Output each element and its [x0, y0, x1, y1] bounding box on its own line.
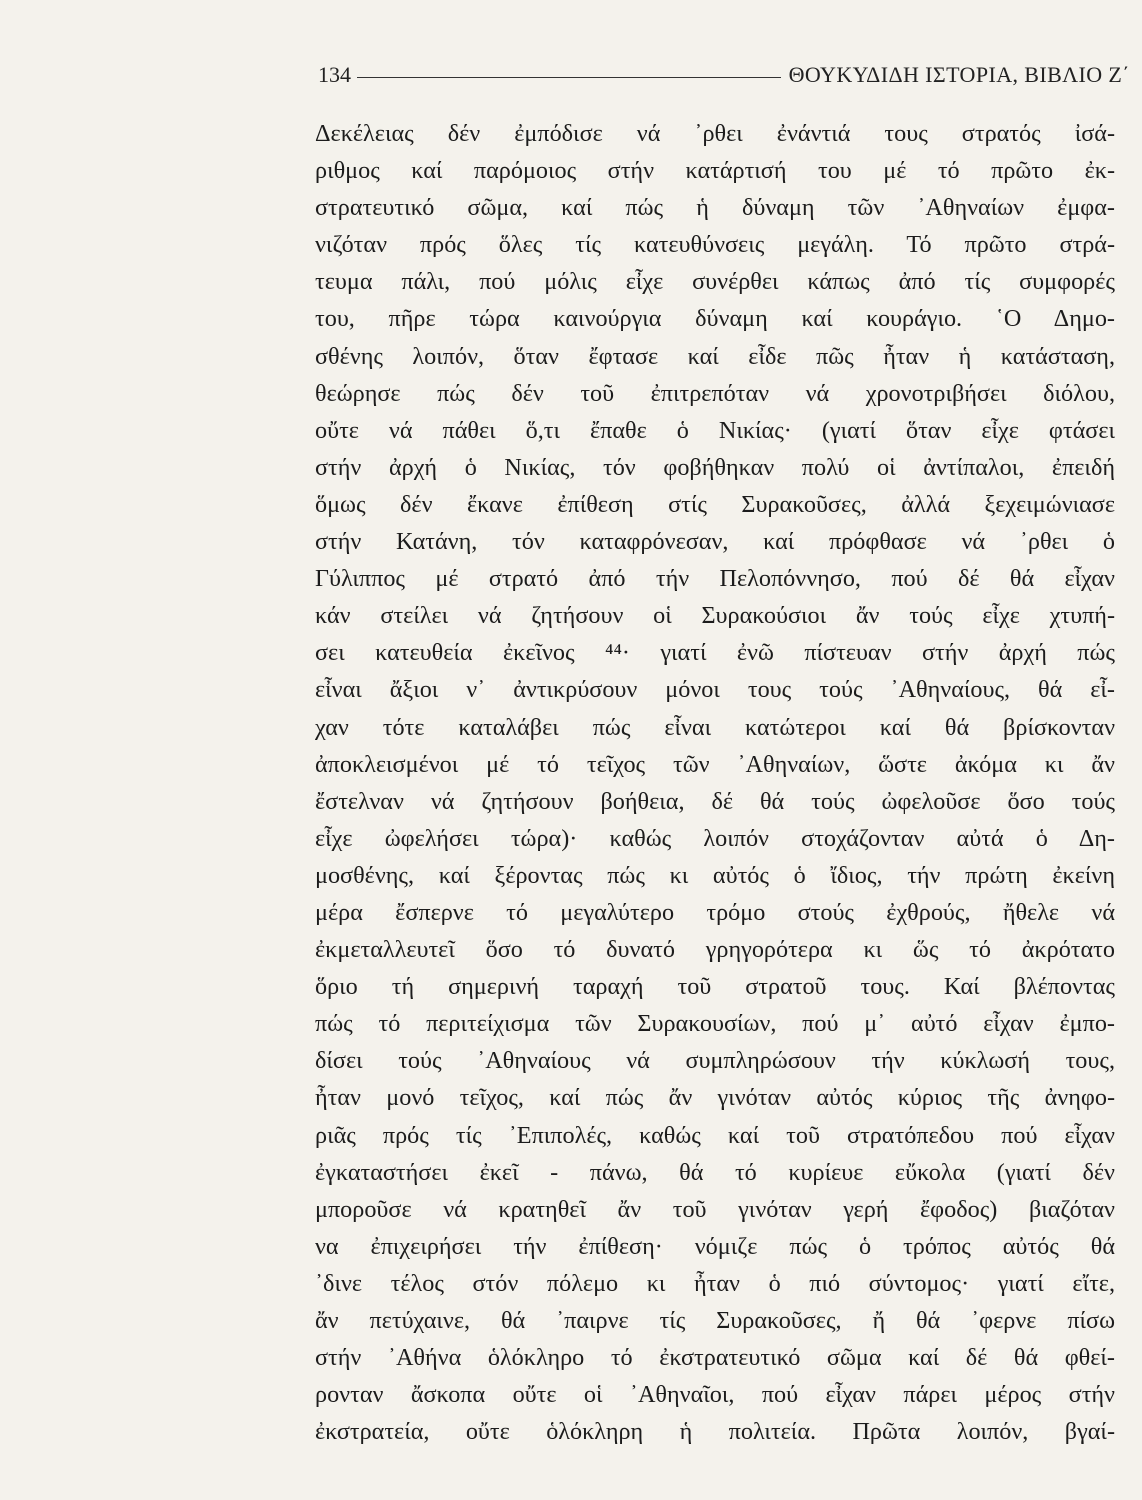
text-line: πώς τό περιτείχισμα τῶν Συρακουσίων, πού μ᾽ αὐτό εἶχαν ἐμπο- — [315, 1010, 1115, 1038]
header-rule — [357, 77, 781, 78]
text-line: ἐκμεταλλευτεῖ ὅσο τό δυνατό γρηγορότερα κι ὥς τό ἀκρότατο — [315, 936, 1115, 964]
text-line: ἐκστρατεία, οὔτε ὁλόκληρη ἡ πολιτεία. Πρῶτα λοιπόν, βγαί- — [315, 1418, 1115, 1446]
text-line: στρατευτικό σῶμα, καί πώς ἡ δύναμη τῶν ᾽Αθηναίων ἐμφα- — [315, 194, 1115, 222]
text-line: οὔτε νά πάθει ὅ,τι ἔπαθε ὁ Νικίας· (γιατί ὅταν εἶχε φτάσει — [315, 416, 1115, 444]
text-line: στήν ᾽Αθήνα ὁλόκληρο τό ἐκστρατευτικό σῶμα καί δέ θά φθεί- — [315, 1344, 1115, 1372]
text-line: σει κατευθεία ἐκεῖνος ⁴⁴· γιατί ἐνῶ πίστευαν στήν ἀρχή πώς — [315, 639, 1115, 667]
text-line: δίσει τούς ᾽Αθηναίους νά συμπληρώσουν τήν κύκλωσή τους, — [315, 1047, 1115, 1075]
text-line: ρονταν ἄσκοπα οὔτε οἱ ᾽Αθηναῖοι, πού εἶχαν πάρει μέρος στήν — [315, 1381, 1115, 1409]
text-line: στήν Κατάνη, τόν καταφρόνεσαν, καί πρόφθασε νά ᾽ρθει ὁ — [315, 528, 1115, 556]
text-line: Δεκέλειας δέν ἐμπόδισε νά ᾽ρθει ἐνάντιά τους στρατός ἰσά- — [315, 120, 1115, 147]
text-line: ᾽δινε τέλος στόν πόλεμο κι ἦταν ὁ πιό σύντομος· γιατί εἴτε, — [315, 1269, 1115, 1297]
text-line: ὅριο τή σημερινή ταραχή τοῦ στρατοῦ τους. Καί βλέποντας — [315, 973, 1115, 1001]
text-line: ἄν πετύχαινε, θά ᾽παιρνε τίς Συρακοῦσες, ἤ θά ᾽φερνε πίσω — [315, 1307, 1115, 1334]
text-line: ἀποκλεισμένοι μέ τό τεῖχος τῶν ᾽Αθηναίων, ὥστε ἀκόμα κι ἄν — [315, 750, 1115, 778]
text-line: χαν τότε καταλάβει πώς εἶναι κατώτεροι καί θά βρίσκονταν — [315, 713, 1115, 741]
text-line: ὅμως δέν ἔκανε ἐπίθεση στίς Συρακοῦσες, ἀλλά ξεχειμώνιασε — [315, 490, 1115, 518]
text-line: μποροῦσε νά κρατηθεῖ ἄν τοῦ γινόταν γερή ἔφοδος) βιαζόταν — [315, 1195, 1115, 1223]
text-line: ἐγκαταστήσει ἐκεῖ - πάνω, θά τό κυρίευε εὔκολα (γιατί δέν — [315, 1158, 1115, 1186]
text-line: Γύλιππος μέ στρατό ἀπό τήν Πελοπόννησο, πού δέ θά εἶχαν — [315, 565, 1115, 593]
page-header — [318, 58, 1130, 92]
text-line: εἶναι ἄξιοι ν᾽ ἀντικρύσουν μόνοι τους τούς ᾽Αθηναίους, θά εἶ- — [315, 676, 1115, 704]
text-line: νιζόταν πρός ὅλες τίς κατευθύνσεις μεγάλη. Τό πρῶτο στρά- — [315, 231, 1115, 259]
text-line: μοσθένης, καί ξέροντας πώς κι αὐτός ὁ ἴδιος, τήν πρώτη ἐκείνη — [315, 861, 1115, 889]
running-title: ΘΟΥΚΥΔΙΔΗ ΙΣΤΟΡΙΑ, ΒΙΒΛΙΟ Ζ΄ — [788, 62, 1130, 87]
text-line: θεώρησε πώς δέν τοῦ ἐπιτρεπόταν νά χρονοτριβήσει διόλου, — [315, 379, 1115, 407]
text-line: κάν στείλει νά ζητήσουν οἱ Συρακούσιοι ἄν τούς εἶχε χτυπή- — [315, 602, 1115, 630]
text-line: στήν ἀρχή ὁ Νικίας, τόν φοβήθηκαν πολύ οἱ ἀντίπαλοι, ἐπειδή — [315, 453, 1115, 481]
text-line: του, πῆρε τώρα καινούργια δύναμη καί κουράγιο. ῾Ο Δημο- — [315, 305, 1115, 333]
text-line: μέρα ἔσπερνε τό μεγαλύτερο τρόμο στούς ἐχθρούς, ἤθελε νά — [315, 898, 1115, 926]
text-line: ριθμος καί παρόμοιος στήν κατάρτισή του μέ τό πρῶτο ἐκ- — [315, 157, 1115, 185]
body-text — [315, 115, 1115, 1450]
text-line: ἦταν μονό τεῖχος, καί πώς ἄν γινόταν αὐτός κύριος τῆς ἀνηφο- — [315, 1084, 1115, 1112]
page-number: 134 — [318, 62, 351, 87]
text-line: ἔστελναν νά ζητήσουν βοήθεια, δέ θά τούς ὠφελοῦσε ὅσο τούς — [315, 787, 1115, 815]
text-line: να ἐπιχειρήσει τήν ἐπίθεση· νόμιζε πώς ὁ τρόπος αὐτός θά — [315, 1232, 1115, 1260]
text-line: ριᾶς πρός τίς ᾽Επιπολές, καθώς καί τοῦ στρατόπεδου πού εἶχαν — [315, 1121, 1115, 1149]
text-line: σθένης λοιπόν, ὅταν ἔφτασε καί εἶδε πῶς ἦταν ἡ κατάσταση, — [315, 342, 1115, 370]
text-line: εἶχε ὠφελήσει τώρα)· καθώς λοιπόν στοχάζονταν αὐτά ὁ Δη- — [315, 824, 1115, 852]
text-line: τευμα πάλι, πού μόλις εἶχε συνέρθει κάπως ἀπό τίς συμφορές — [315, 268, 1115, 296]
